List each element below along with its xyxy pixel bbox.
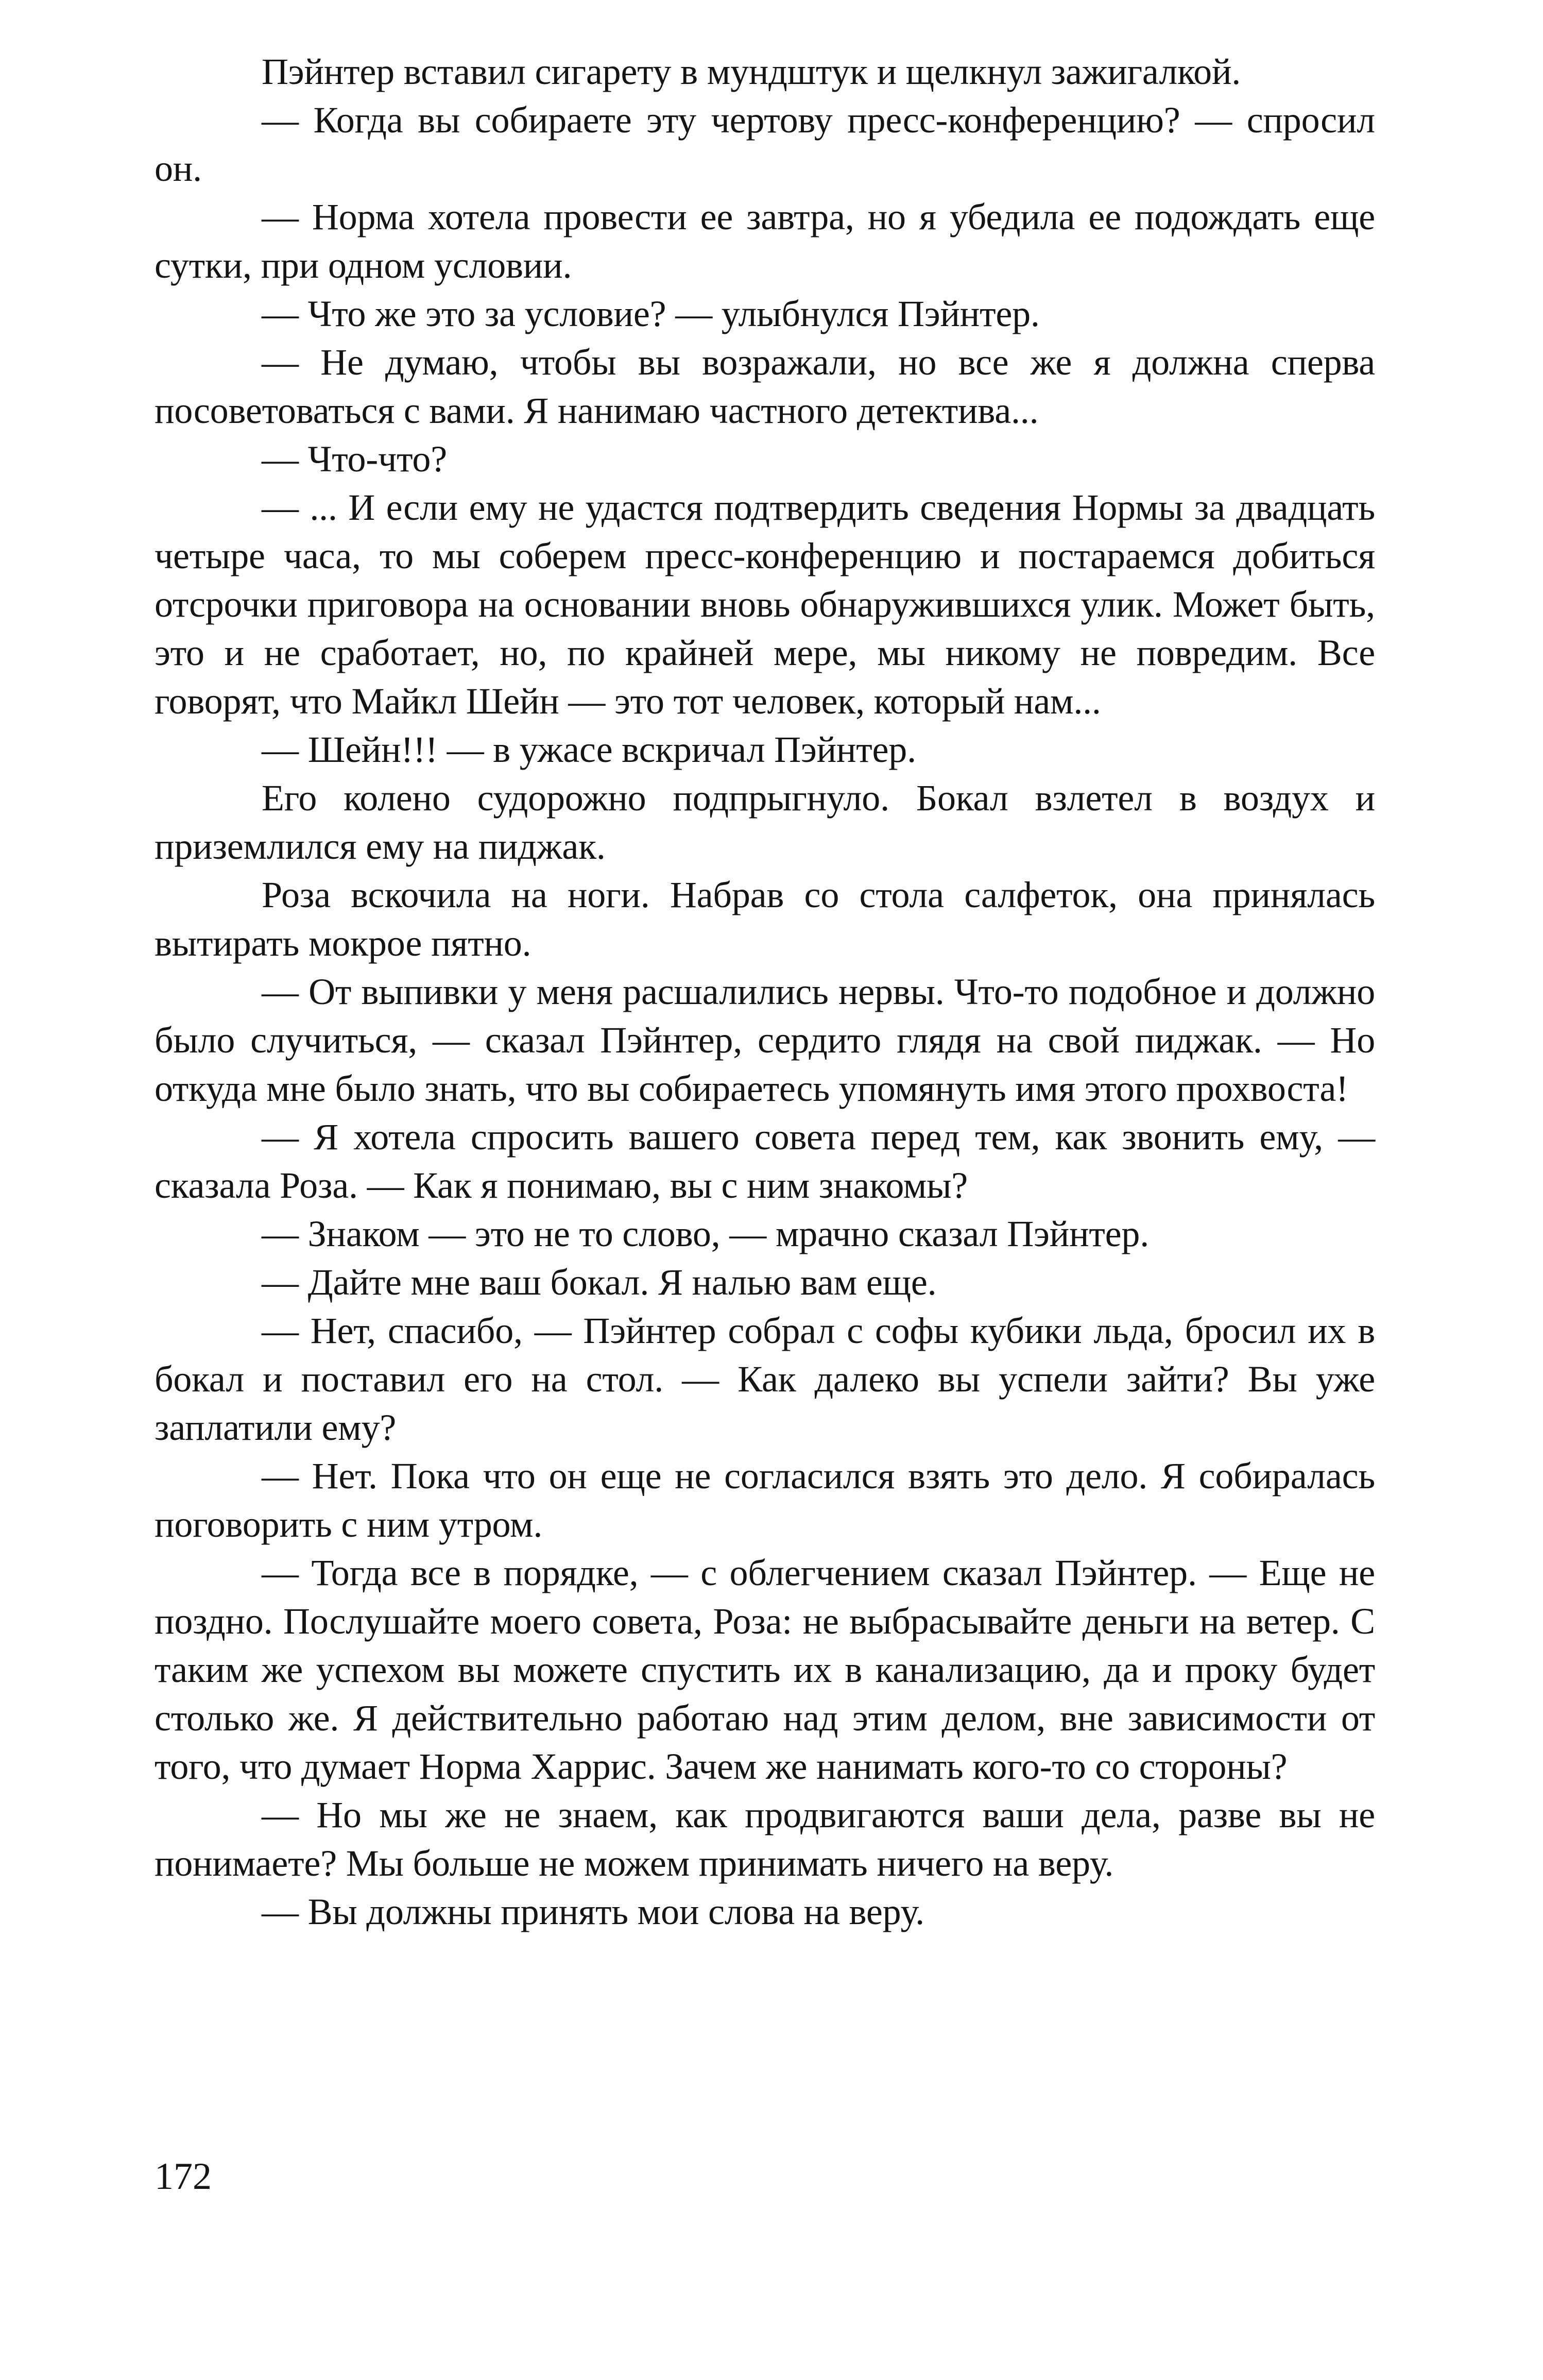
paragraph: Его колено судорожно подпрыгнуло. Бокал взлетел в воздух и приземлился ему на пиджак. (155, 777, 1375, 867)
paragraph: — Нет, спасибо, — Пэйнтер собрал с софы кубики льда, бросил их в бокал и поставил его на стол. — Как далеко вы успели зайти? Вы уже заплатили ему? (155, 1310, 1375, 1448)
paragraph: — Что же это за условие? — улыбнулся Пэйнтер. (262, 293, 1040, 334)
paragraph: — Что-что? (262, 438, 447, 480)
text-body (155, 47, 1375, 1936)
paragraph: — Шейн!!! — в ужасе вскричал Пэйнтер. (262, 729, 916, 770)
paragraph: — От выпивки у меня расшалились нервы. Что-то подобное и должно было случиться, — сказал Пэйнтер, сердито глядя на свой пиджак. — Но откуда мне было знать, что вы собираетесь упомянуть имя этого прохвоста! (155, 971, 1375, 1109)
paragraph: Пэйнтер вставил сигарету в мундштук и щелкнул зажигалкой. (262, 51, 1241, 92)
paragraph: — Когда вы собираете эту чертову пресс-конференцию? — спросил он. (155, 99, 1375, 189)
paragraph: — Вы должны принять мои слова на веру. (262, 1891, 924, 1932)
paragraph: — Нет. Пока что он еще не согласился взять это дело. Я собиралась поговорить с ним утром. (155, 1455, 1375, 1545)
paragraph: — Не думаю, чтобы вы возражали, но все же я должна сперва посоветоваться с вами. Я нанимаю частного детектива... (155, 342, 1375, 431)
paragraph: — Знаком — это не то слово, — мрачно сказал Пэйнтер. (262, 1213, 1150, 1254)
paragraph: Роза вскочила на ноги. Набрав со стола салфеток, она принялась вытирать мокрое пятно. (155, 874, 1375, 964)
paragraph: — ... И если ему не удастся подтвердить сведения Нормы за двадцать четыре часа, то мы соберем пресс-конференцию и постараемся добиться отсрочки приговора на основании вновь обнаружившихся улик. Может быть, это и не сработает, но, по крайней мере, мы никому не повредим. Все говорят, что Майкл Шейн — это тот человек, который нам... (155, 487, 1375, 722)
paragraph: — Норма хотела провести ее завтра, но я убедила ее подождать еще сутки, при одном условии. (155, 196, 1375, 286)
paragraph: — Дайте мне ваш бокал. Я налью вам еще. (262, 1262, 937, 1303)
paragraph: — Но мы же не знаем, как продвигаются ваши дела, разве вы не понимаете? Мы больше не можем принимать ничего на веру. (155, 1794, 1375, 1884)
page-number: 172 (155, 2155, 212, 2198)
paragraph: — Я хотела спросить вашего совета перед тем, как звонить ему, — сказала Роза. — Как я понимаю, вы с ним знакомы? (155, 1116, 1375, 1206)
paragraph: — Тогда все в порядке, — с облегчением сказал Пэйнтер. — Еще не поздно. Послушайте моего совета, Роза: не выбрасывайте деньги на ветер. С таким же успехом вы можете спустить их в канализацию, да и проку будет столько же. Я действительно работаю над этим делом, вне зависимости от того, что думает Норма Харрис. Зачем же нанимать кого-то со стороны? (155, 1552, 1375, 1787)
